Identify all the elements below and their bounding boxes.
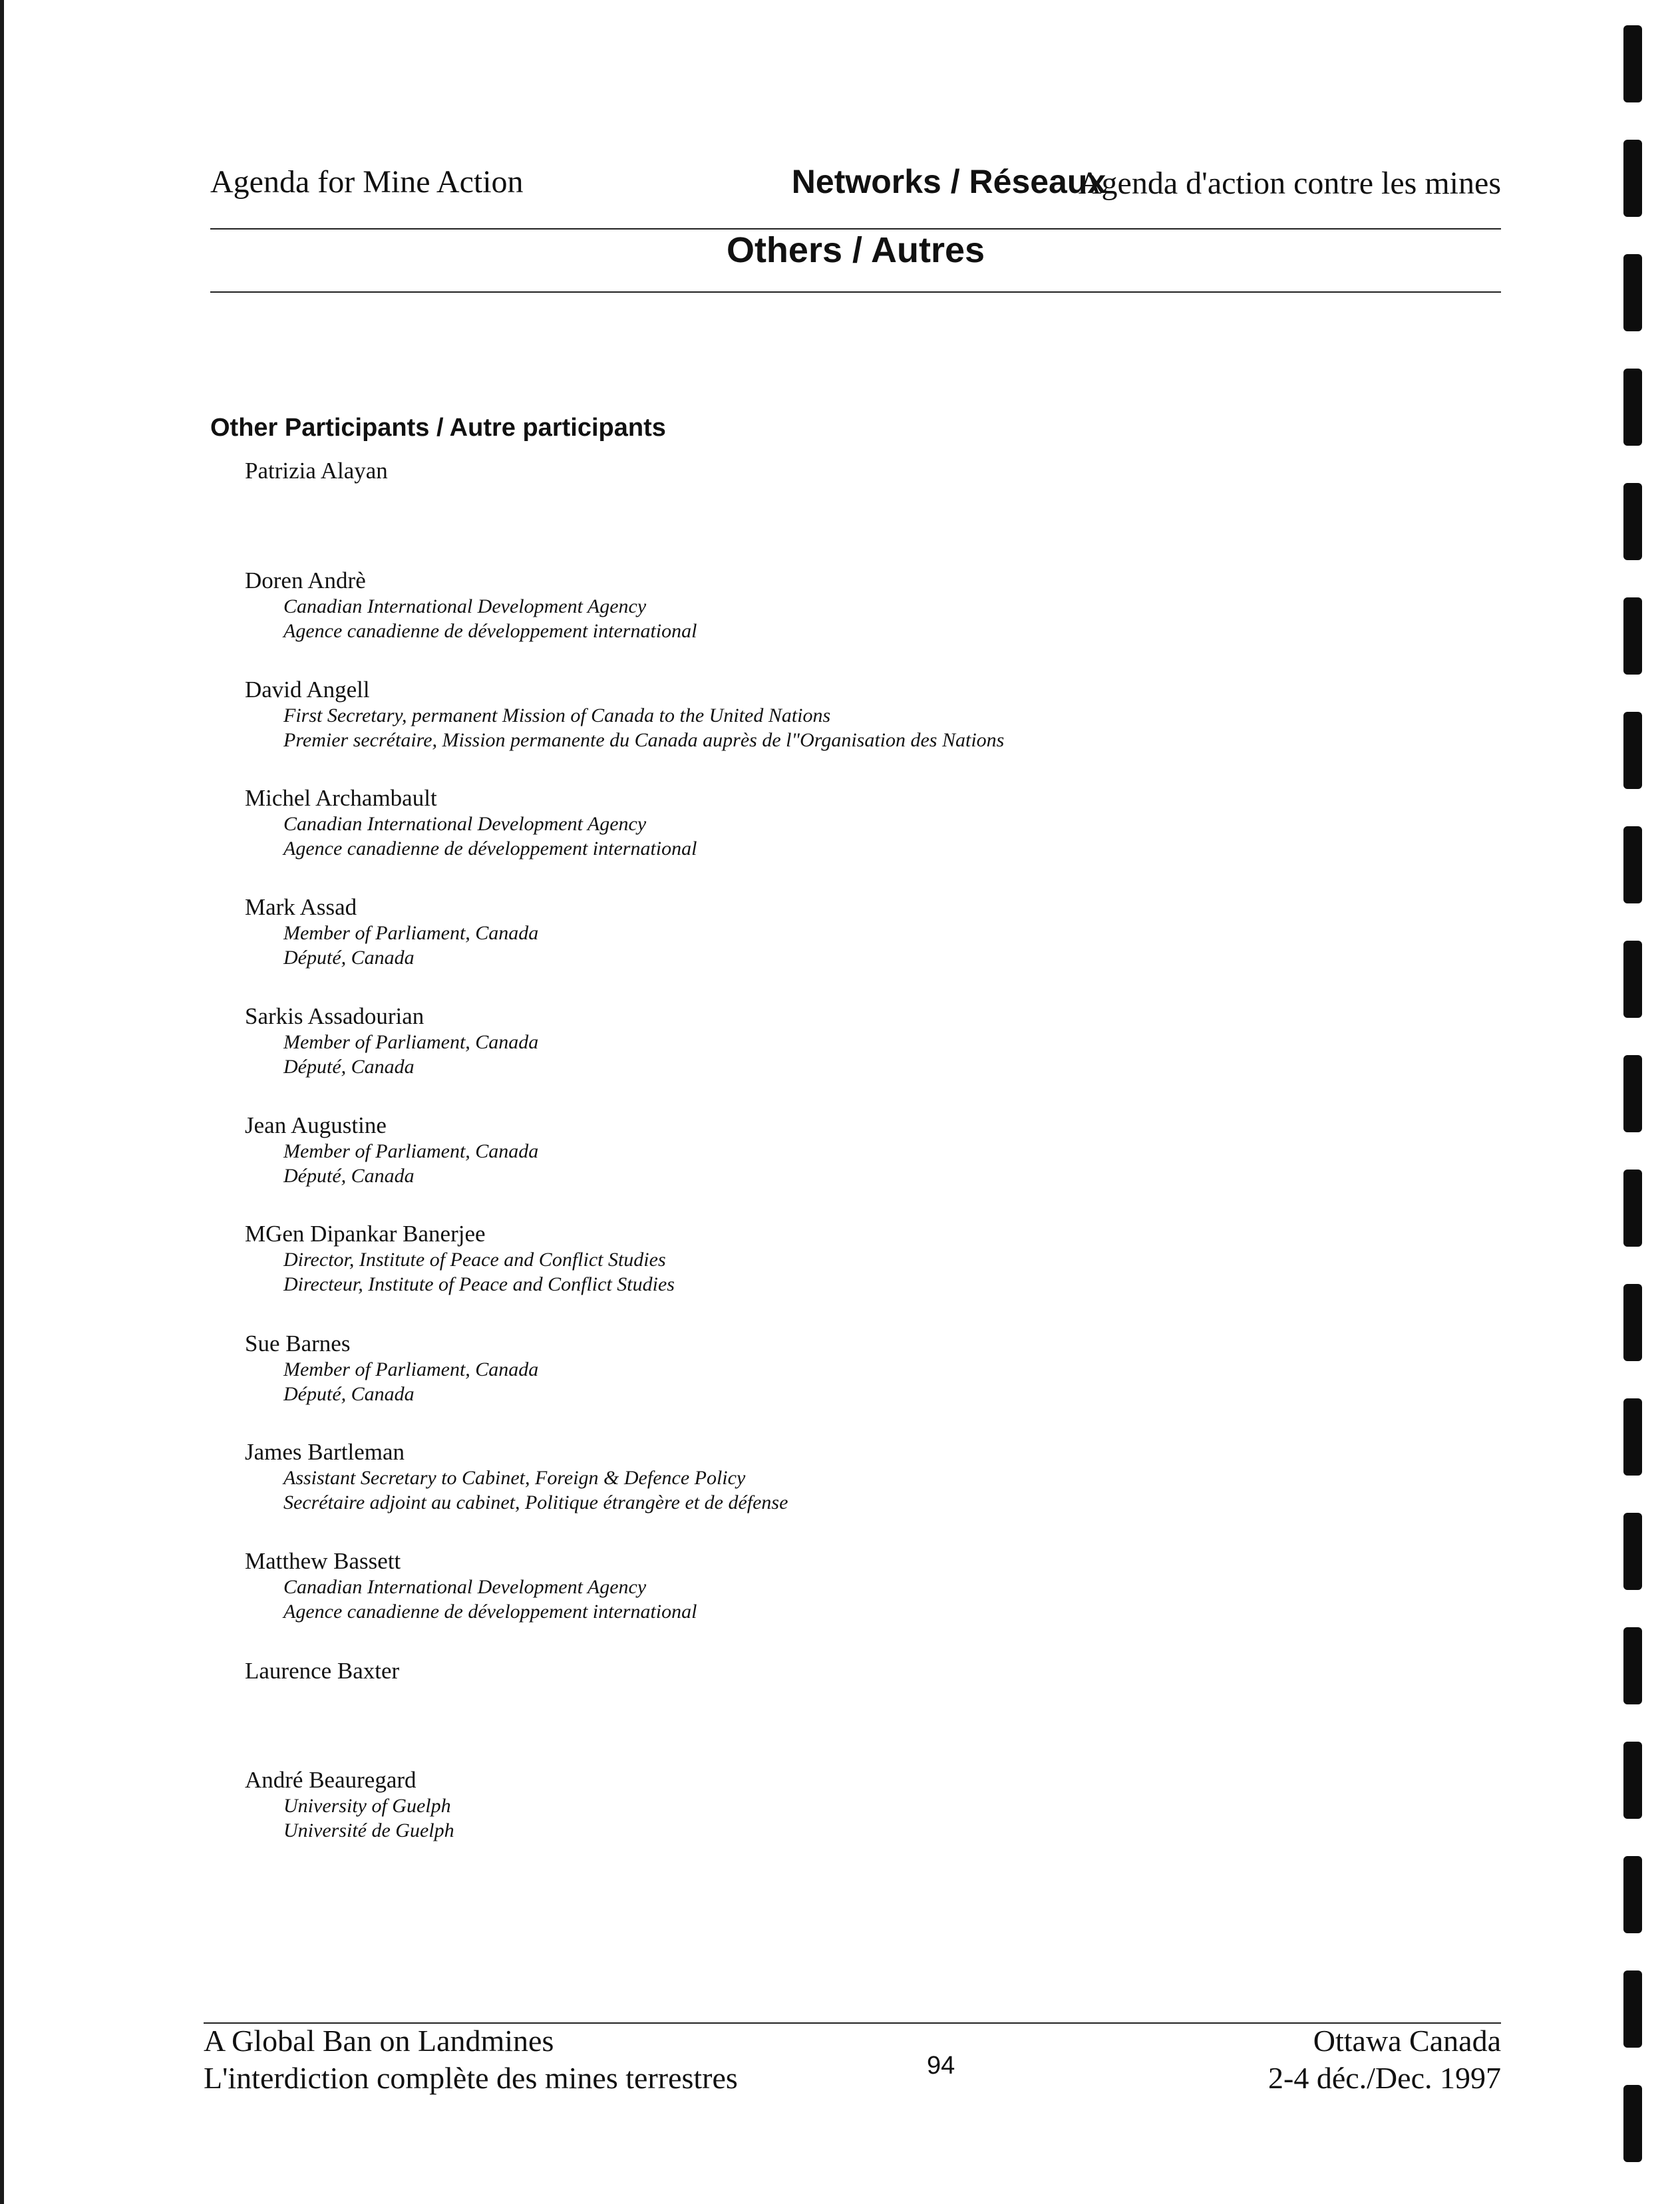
- participant-entry: [245, 1112, 538, 1188]
- binder-hole-mark: [1623, 1513, 1642, 1590]
- participant-entry: [245, 1439, 788, 1515]
- participant-affiliation-en: Assistant Secretary to Cabinet, Foreign & Defence Policy: [283, 1467, 746, 1489]
- participant-affiliation-fr: Député, Canada: [283, 1165, 415, 1187]
- participant-affiliation-fr: Premier secrétaire, Mission permanente du Canada auprès de l"Organisation des Nations: [283, 729, 1005, 751]
- footer-right: [1268, 2022, 1501, 2097]
- header-left-title: Agenda for Mine Action: [210, 164, 524, 200]
- participant-name: Matthew Bassett: [245, 1548, 401, 1574]
- header-center-title: Networks / Réseaux: [791, 163, 1106, 200]
- scan-page-edge: [0, 0, 4, 2204]
- participant-affiliation-en: Member of Parliament, Canada: [283, 1140, 539, 1162]
- participant-entry: [245, 1767, 454, 1843]
- page-header: [210, 157, 1501, 210]
- binder-hole-mark: [1623, 483, 1642, 560]
- participant-affiliation-fr: Agence canadienne de développement international: [283, 838, 697, 860]
- binder-hole-mark: [1623, 941, 1642, 1018]
- binder-hole-mark: [1623, 597, 1642, 675]
- binder-hole-mark: [1623, 254, 1642, 331]
- participant-entry: [245, 1548, 697, 1624]
- participant-affiliation-fr: Député, Canada: [283, 1383, 415, 1405]
- participant-affiliation-en: Canadian International Development Agency: [283, 1576, 647, 1598]
- binder-hole-mark: [1623, 1284, 1642, 1361]
- participant-affiliation-fr: Député, Canada: [283, 947, 415, 969]
- binder-hole-mark: [1623, 1742, 1642, 1819]
- participant-name: Michel Archambault: [245, 785, 437, 811]
- header-rule-bottom: [210, 291, 1501, 293]
- footer-left-line1: A Global Ban on Landmines: [204, 2024, 554, 2058]
- participant-entry: [245, 1003, 538, 1079]
- binder-hole-mark: [1623, 25, 1642, 102]
- participant-entry: [245, 1221, 675, 1297]
- page-footer: [204, 2016, 1501, 2109]
- binder-hole-mark: [1623, 369, 1642, 446]
- participant-entry: [245, 894, 538, 970]
- binder-hole-mark: [1623, 1856, 1642, 1933]
- participant-affiliation-fr: Directeur, Institute of Peace and Conflict Studies: [283, 1273, 675, 1295]
- participant-affiliation-fr: Agence canadienne de développement international: [283, 1601, 697, 1623]
- participant-entry: [245, 1331, 538, 1406]
- section-title: Others / Autres: [726, 230, 985, 270]
- participant-name: Sarkis Assadourian: [245, 1003, 424, 1029]
- participant-name: Laurence Baxter: [245, 1658, 400, 1684]
- participant-affiliation-en: Canadian International Development Agency: [283, 813, 647, 835]
- participant-affiliation-en: Member of Parliament, Canada: [283, 1358, 539, 1380]
- binder-hole-mark: [1623, 140, 1642, 217]
- participant-affiliation-fr: Agence canadienne de développement international: [283, 620, 697, 642]
- participant-entry: [245, 785, 697, 861]
- binder-hole-mark: [1623, 1170, 1642, 1247]
- participant-name: Sue Barnes: [245, 1331, 351, 1356]
- footer-left-line2: L'interdiction complète des mines terrestres: [204, 2061, 738, 2095]
- participant-entry: [245, 567, 697, 643]
- participant-entry: [245, 1658, 399, 1684]
- header-right-title: Agenda d'action contre les mines: [1078, 166, 1501, 201]
- participant-name: Patrizia Alayan: [245, 458, 388, 484]
- footer-right-line1: Ottawa Canada: [1313, 2024, 1501, 2058]
- binder-hole-mark: [1623, 2085, 1642, 2162]
- footer-left: [204, 2022, 738, 2097]
- participant-name: James Bartleman: [245, 1439, 405, 1465]
- binder-hole-mark: [1623, 712, 1642, 789]
- participant-affiliation-en: Member of Parliament, Canada: [283, 1031, 539, 1053]
- page-number: 94: [927, 2052, 955, 2080]
- binder-hole-mark: [1623, 1627, 1642, 1704]
- participant-name: David Angell: [245, 677, 370, 703]
- participant-entry: [245, 458, 388, 484]
- participants-heading: Other Participants / Autre participants: [210, 414, 666, 442]
- binder-hole-strip: [1623, 25, 1650, 2194]
- participant-name: Jean Augustine: [245, 1112, 387, 1138]
- participant-affiliation-fr: Secrétaire adjoint au cabinet, Politique étrangère et de défense: [283, 1492, 788, 1513]
- participant-affiliation-en: University of Guelph: [283, 1795, 451, 1817]
- participant-affiliation-fr: Université de Guelph: [283, 1819, 454, 1841]
- participant-name: Doren Andrè: [245, 567, 366, 593]
- participant-name: André Beauregard: [245, 1767, 417, 1793]
- binder-hole-mark: [1623, 1970, 1642, 2048]
- participant-name: MGen Dipankar Banerjee: [245, 1221, 486, 1247]
- participant-entry: [245, 677, 1004, 752]
- participant-affiliation-en: Director, Institute of Peace and Conflict Studies: [283, 1249, 666, 1271]
- binder-hole-mark: [1623, 1055, 1642, 1132]
- binder-hole-mark: [1623, 826, 1642, 903]
- participant-affiliation-en: Canadian International Development Agency: [283, 595, 647, 617]
- participant-affiliation-en: First Secretary, permanent Mission of Canada to the United Nations: [283, 705, 831, 726]
- binder-hole-mark: [1623, 1398, 1642, 1476]
- participant-affiliation-en: Member of Parliament, Canada: [283, 922, 539, 944]
- participant-name: Mark Assad: [245, 894, 357, 920]
- participant-affiliation-fr: Député, Canada: [283, 1056, 415, 1078]
- footer-right-line2: 2-4 déc./Dec. 1997: [1268, 2061, 1501, 2095]
